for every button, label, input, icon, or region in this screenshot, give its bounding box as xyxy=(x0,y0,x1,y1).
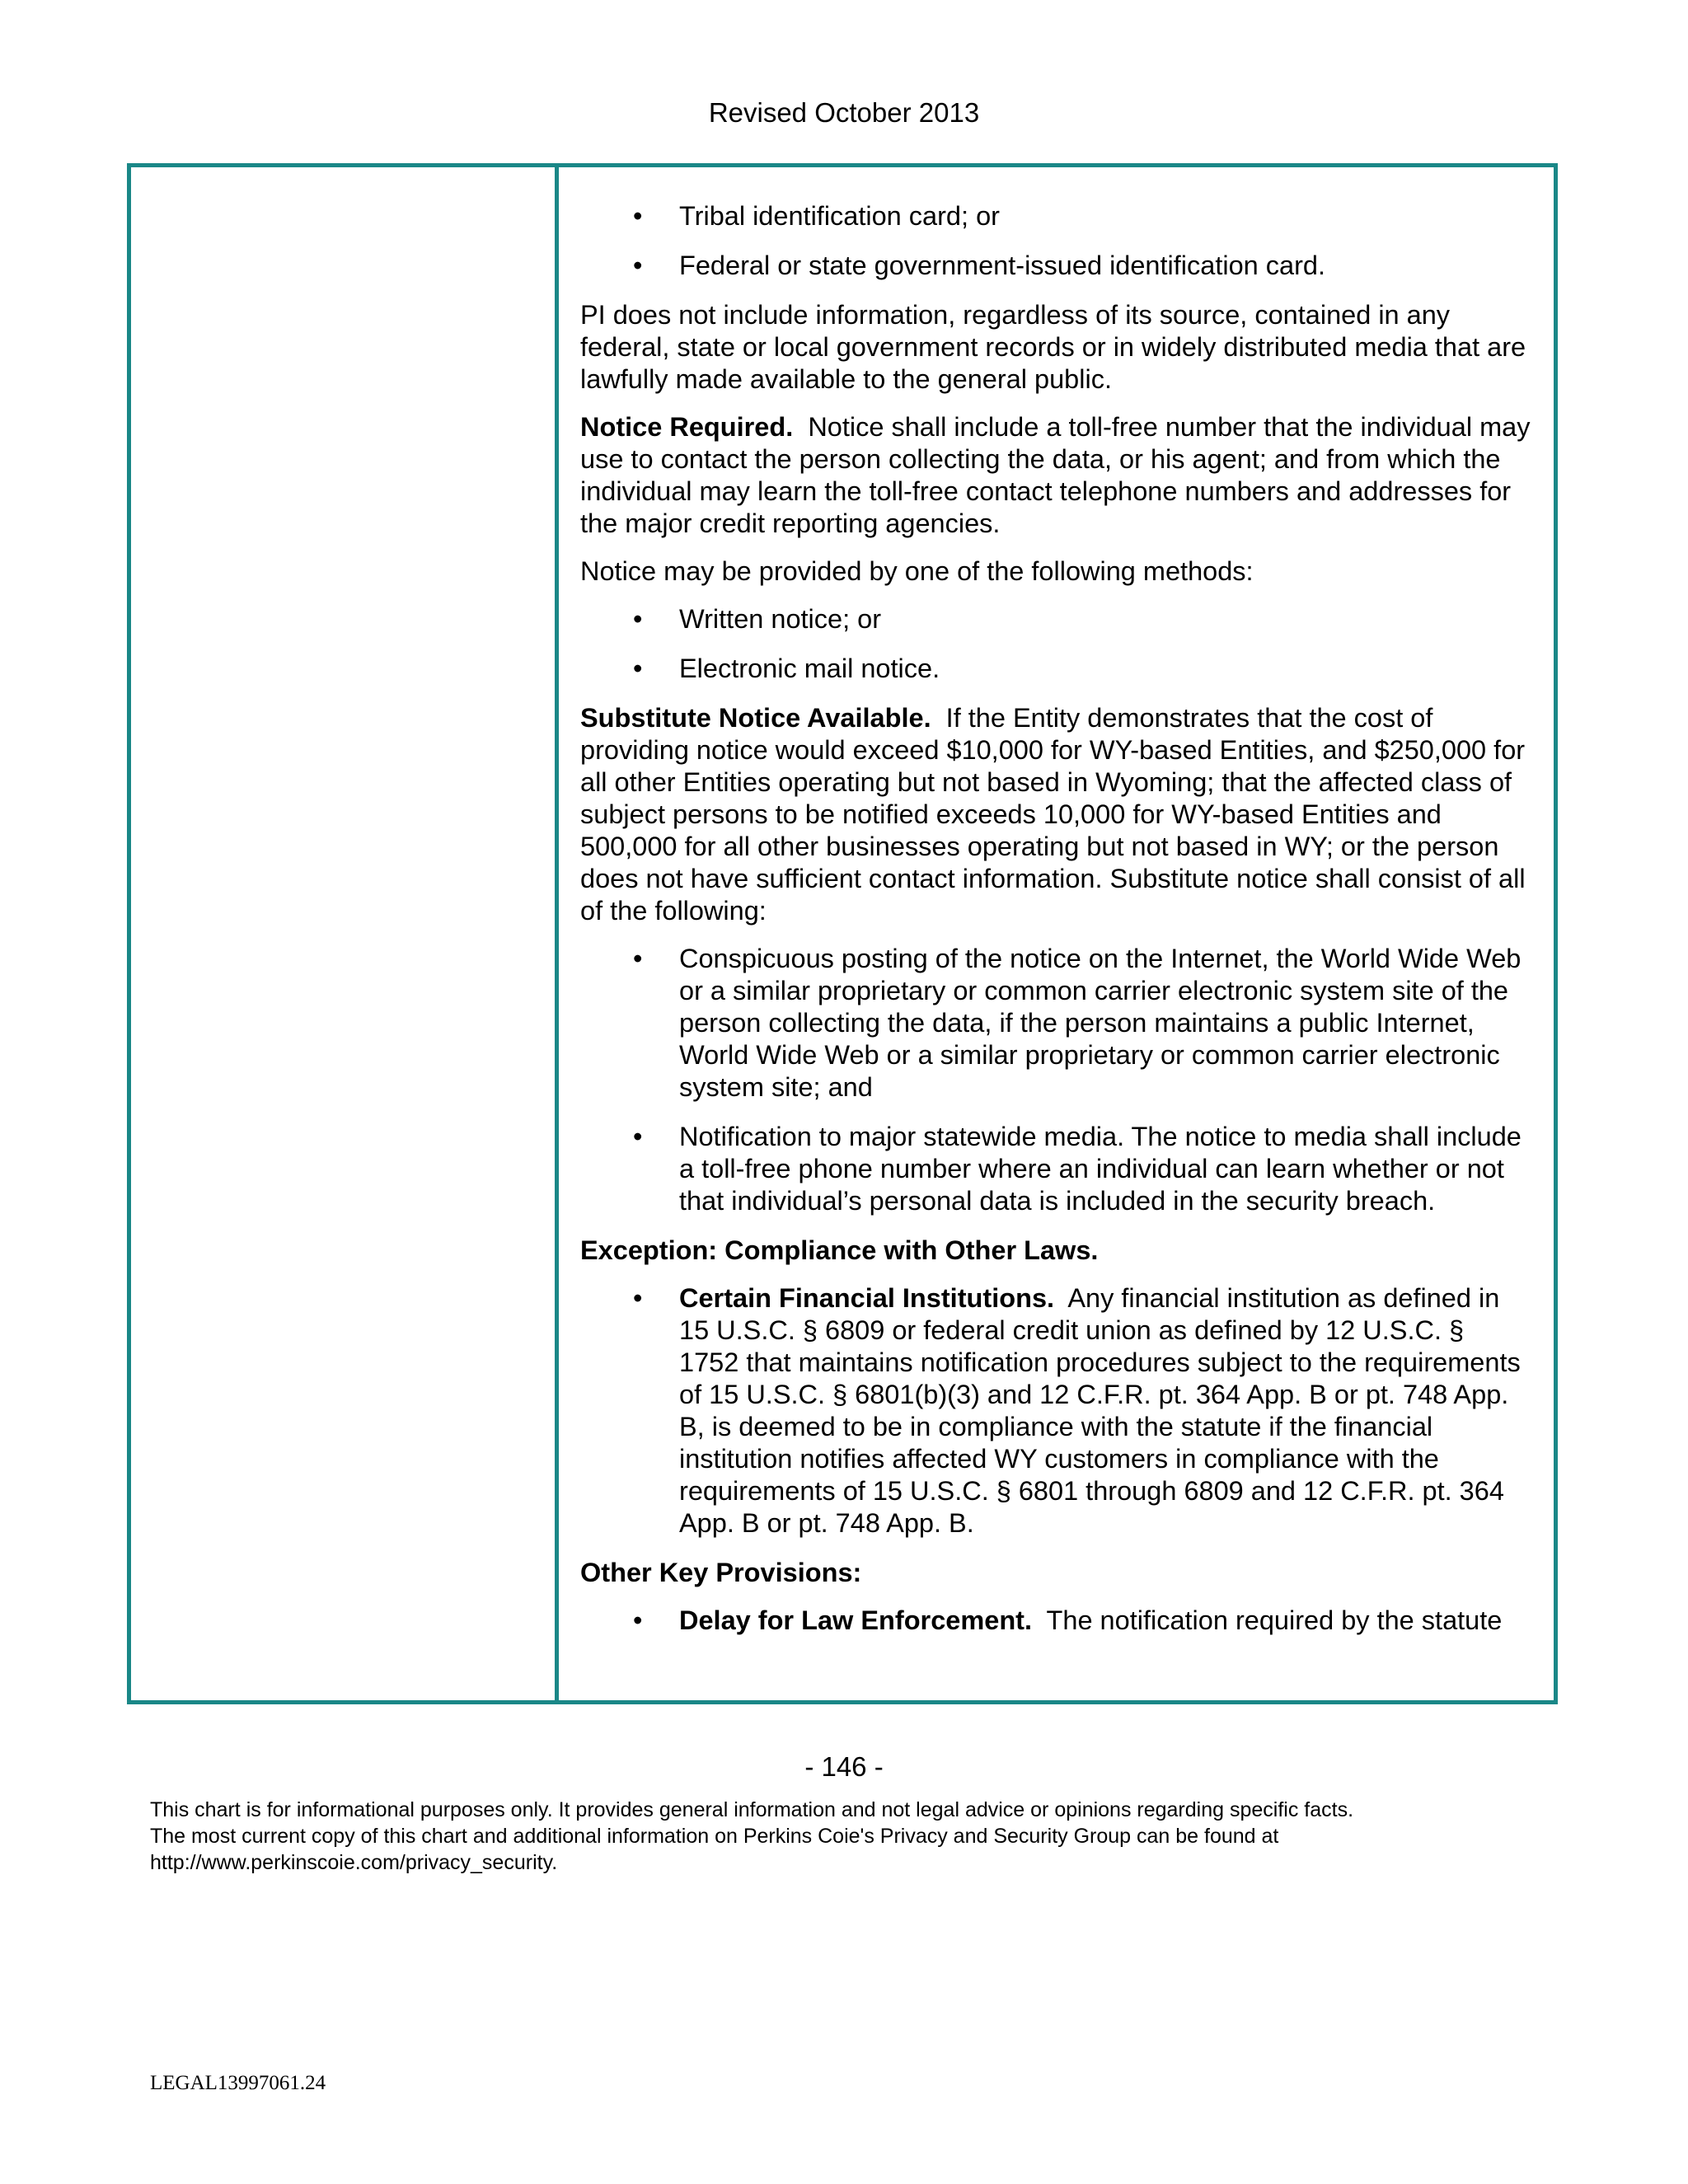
other-provisions-heading: Other Key Provisions: xyxy=(580,1558,862,1587)
page-number: - 146 - xyxy=(804,1751,884,1782)
substitute-notice-heading: Substitute Notice Available. xyxy=(580,703,931,733)
substitute-notice-paragraph: Substitute Notice Available. If the Entity demonstrates that the cost of providing notice would exceed $10,000 for WY-based Entities, and $250,000 for all other Entities operating but not based in Wyoming; that the affected class of subject persons to be notified exceeds 10,000 for WY-based Entities and 500,000 for all other businesses operating but not based in WY; or the person does not have sufficient contact information. Substitute notice shall consist of all of the following: xyxy=(580,703,1526,926)
list-item: • Delay for Law Enforcement. The notification required by the statute xyxy=(633,1605,1503,1635)
id-card-list xyxy=(580,200,1531,282)
bullet-icon: • xyxy=(633,1283,643,1313)
list-item: • Tribal identification card; or xyxy=(633,201,1000,231)
bullet-icon: • xyxy=(633,1122,643,1151)
other-provisions-list xyxy=(580,1605,1531,1637)
list-item: • Certain Financial Institutions. Any financial institution as defined in 15 U.S.C. § 6809 or federal credit union as defined by 12 U.S.C. § 1752 that maintains notification procedures subject to the requirements of 15 U.S.C. § 6801(b)(3) and 12 C.F.R. pt. 364 App. B or pt. 748 App. B, is deemed to be in compliance with the statute if the financial institution notifies affected WY customers in compliance with the requirements of 15 U.S.C. § 6801 through 6809 and 12 C.F.R. pt. 364 App. B or pt. 748 App. B. xyxy=(633,1283,1521,1538)
exception-heading: Exception: Compliance with Other Laws. xyxy=(580,1235,1099,1265)
exception-list xyxy=(580,1282,1531,1540)
disclaimer-line: The most current copy of this chart and additional information on Perkins Coie's Privacy and Security Group can be found at xyxy=(150,1825,1279,1848)
document-id: LEGAL13997061.24 xyxy=(150,2072,326,2094)
list-item: • Conspicuous posting of the notice on the Internet, the World Wide Web or a similar proprietary or common carrier electronic system site of the person collecting the data, if the person maintains a public Internet, World Wide Web or a similar proprietary or common carrier electronic system site; and xyxy=(633,944,1522,1102)
page-header: Revised October 2013 xyxy=(708,97,980,128)
list-item: • Electronic mail notice. xyxy=(633,654,940,683)
financial-institutions-heading: Certain Financial Institutions. xyxy=(679,1283,1055,1313)
notice-required-heading: Notice Required. xyxy=(580,412,794,442)
disclaimer xyxy=(150,1797,1551,1876)
bullet-icon: • xyxy=(633,251,643,280)
bullet-icon: • xyxy=(633,201,643,231)
delay-heading: Delay for Law Enforcement. xyxy=(679,1605,1033,1635)
pi-exclusion-paragraph: PI does not include information, regardless of its source, contained in any federal, state or local government records or in widely distributed media that are lawfully made available to the general public. xyxy=(580,300,1526,394)
bullet-icon: • xyxy=(633,654,643,683)
statute-table xyxy=(127,163,1558,1704)
list-item: • Notification to major statewide media. The notice to media shall include a toll-free phone number where an individual can learn whether or not that individual’s personal data is included in the security breach. xyxy=(633,1122,1522,1216)
methods-intro: Notice may be provided by one of the following methods: xyxy=(580,556,1254,586)
bullet-icon: • xyxy=(633,944,643,973)
substitute-notice-list xyxy=(580,943,1531,1217)
disclaimer-line: This chart is for informational purposes only. It provides general information and not legal advice or opinions regarding specific facts. xyxy=(150,1798,1354,1821)
column-divider xyxy=(555,167,559,1700)
list-item: • Federal or state government-issued identification card. xyxy=(633,251,1326,280)
list-item: • Written notice; or xyxy=(633,604,882,634)
bullet-icon: • xyxy=(633,604,643,634)
bullet-icon: • xyxy=(633,1605,643,1635)
statute-content xyxy=(580,200,1531,1654)
notice-methods-list xyxy=(580,603,1531,685)
disclaimer-url: http://www.perkinscoie.com/privacy_security. xyxy=(150,1851,558,1874)
notice-required-paragraph: Notice Required. Notice shall include a toll-free number that the individual may use to contact the person collecting the data, or his agent; and from which the individual may learn the toll-free contact telephone numbers and addresses for the major credit reporting agencies. xyxy=(580,412,1531,538)
